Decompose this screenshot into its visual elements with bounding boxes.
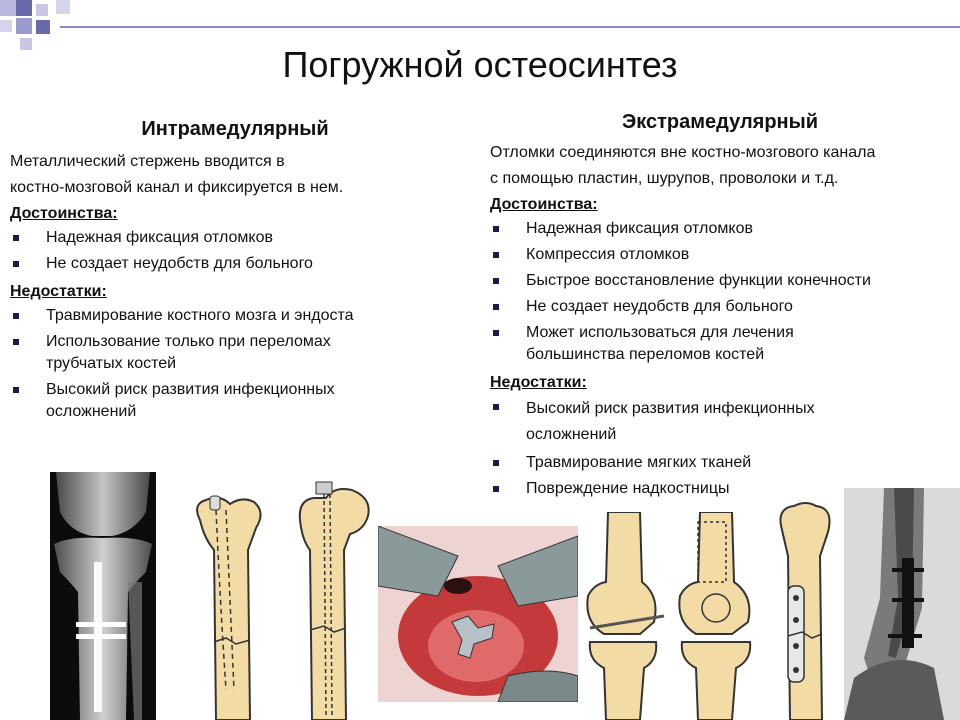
list-item: Повреждение надкостницы <box>490 478 950 500</box>
page-title: Погружной остеосинтез <box>282 44 678 85</box>
list-item: Травмирование костного мозга и эндоста <box>10 305 370 327</box>
extramedullary-column <box>490 105 950 504</box>
surgery-plate-photo-icon <box>378 526 578 702</box>
intramedullary-disadvantages-list <box>10 305 370 423</box>
top-divider-line <box>60 26 960 28</box>
intramedullary-column <box>10 112 450 427</box>
intramedullary-advantages-list <box>10 227 450 275</box>
bone-screw-diagram-icon <box>290 480 376 720</box>
list-item: Быстрое восстановление функции конечности <box>490 270 930 292</box>
intramedullary-disadvantages-label: Недостатки: <box>10 283 107 300</box>
intramedullary-description-line1: Металлический стержень вводится в <box>10 153 285 170</box>
xray-intramedullary-rod-icon <box>50 472 156 720</box>
list-item: Надежная фиксация отломков <box>490 218 930 240</box>
list-item: Травмирование мягких тканей <box>490 452 950 474</box>
intramedullary-heading: Интрамедулярный <box>141 118 329 140</box>
extramedullary-description-line1: Отломки соединяются вне костно-мозгового канала <box>490 144 876 161</box>
xray-external-plate-icon <box>844 488 960 720</box>
extramedullary-advantages-label: Достоинства: <box>490 196 598 213</box>
intramedullary-description-line2: костно-мозговой канал и фиксируется в нем. <box>10 179 344 196</box>
extramedullary-advantages-list <box>490 218 930 366</box>
list-item: Надежная фиксация отломков <box>10 227 450 249</box>
extramedullary-disadvantages-label: Недостатки: <box>490 374 587 391</box>
list-item: Компрессия отломков <box>490 244 930 266</box>
list-item: Не создает неудобств для больного <box>490 296 930 318</box>
extramedullary-heading: Экстрамедулярный <box>622 111 818 133</box>
bone-rod-diagram-icon <box>186 490 268 720</box>
extramedullary-description-line2: с помощью пластин, шурупов, проволоки и т.д. <box>490 170 839 187</box>
bone-plate-diagram-icon <box>772 500 838 720</box>
knee-plate-diagram-icon <box>584 512 770 720</box>
extramedullary-disadvantages-list <box>490 396 950 500</box>
list-item: Использование только при переломах трубчатых костей <box>10 331 370 375</box>
list-item: Может использоваться для лечения большинства переломов костей <box>490 322 846 366</box>
list-item: Высокий риск развития инфекционных осложнений <box>490 396 866 448</box>
intramedullary-advantages-label: Достоинства: <box>10 205 118 222</box>
list-item: Не создает неудобств для больного <box>10 253 450 275</box>
list-item: Высокий риск развития инфекционных осложнений <box>10 379 370 423</box>
